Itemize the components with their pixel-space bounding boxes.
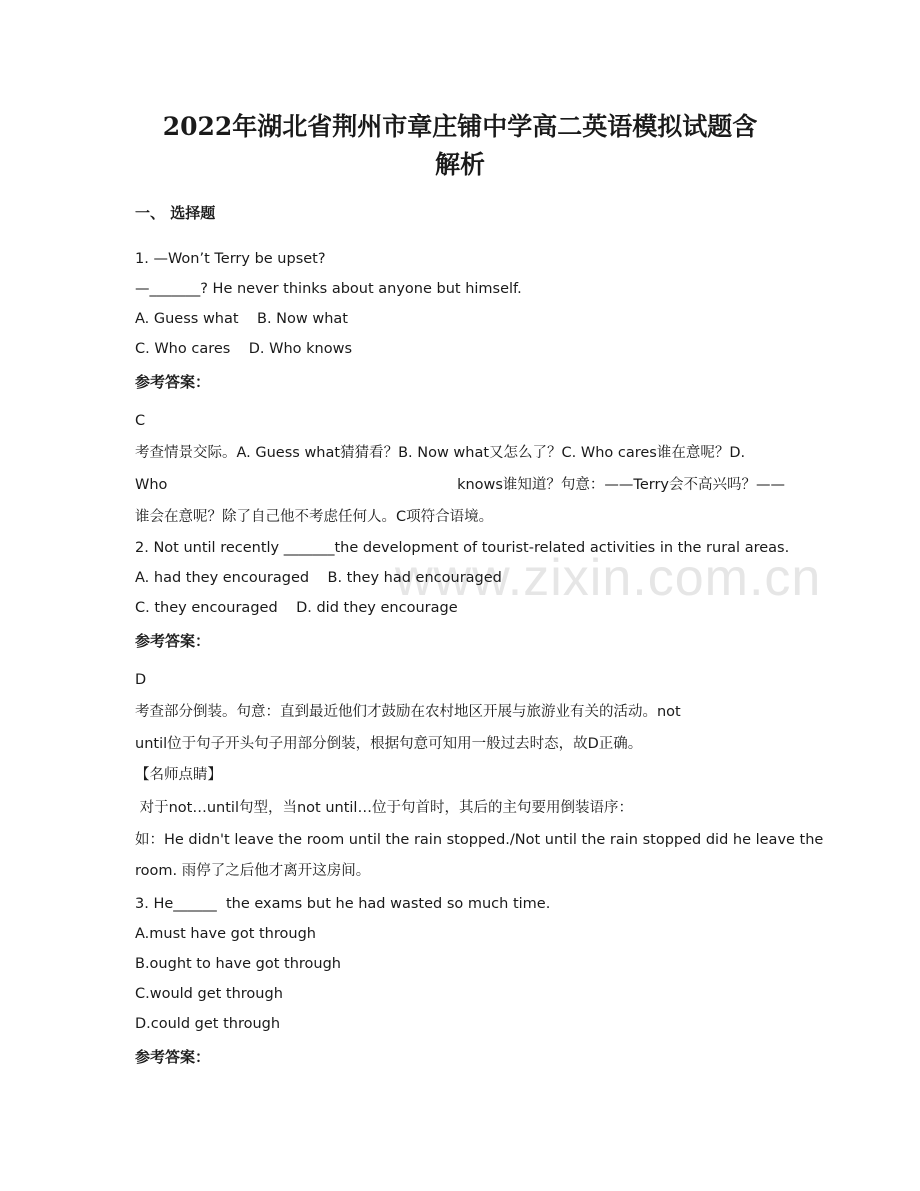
q3-option-d: D.could get through: [135, 1016, 281, 1032]
q3-answer-label: 参考答案：: [135, 1048, 211, 1066]
section-heading: 一、 选择题: [135, 204, 216, 222]
document-title: [120, 108, 800, 184]
title-line-1: 2022年湖北省荆州市章庄铺中学高二英语模拟试题含: [162, 112, 758, 141]
q1-answer-label: 参考答案：: [135, 373, 211, 391]
q1-answer: C: [135, 413, 146, 429]
q3-option-b: B.ought to have got through: [135, 956, 342, 972]
q1-options-ab: A. Guess what B. Now what: [135, 311, 348, 327]
q2-options-cd: C. they encouraged D. did they encourage: [135, 600, 458, 616]
q2-options-ab: A. had they encouraged B. they had encouraged: [135, 570, 502, 586]
q1-reply: —_______? He never thinks about anyone but himself.: [135, 281, 522, 297]
q3-stem: 3. He______ the exams but he had wasted so much time.: [135, 896, 551, 912]
q1-explanation-line-2-left: Who: [135, 477, 168, 493]
q1-explanation-line-3: 谁会在意呢？除了自己他不考虑任何人。C项符合语境。: [135, 509, 494, 525]
q1-stem: 1. —Won’t Terry be upset?: [135, 251, 326, 267]
q2-explanation-line-2: until位于句子开头句子用部分倒装，根据句意可知用一般过去时态，故D正确。: [135, 736, 643, 752]
q2-answer-label: 参考答案：: [135, 632, 211, 650]
q2-tip-line-1: 对于not…until句型，当not until…位于句首时，其后的主句要用倒装语序：: [135, 800, 633, 816]
q2-tip-line-2: 如：He didn't leave the room until the rain stopped./Not until the rain stopped did he leave the: [135, 832, 824, 848]
q2-tip-line-3: room. 雨停了之后他才离开这房间。: [135, 863, 371, 879]
q1-options-cd: C. Who cares D. Who knows: [135, 341, 353, 357]
q1-explanation-line-2: [135, 475, 785, 495]
q2-stem: 2. Not until recently _______the development of tourist-related activities in the rural areas.: [135, 540, 790, 556]
watermark: www.zixin.com.cn: [395, 549, 822, 607]
q3-option-c: C.would get through: [135, 986, 283, 1002]
title-line-2: 解析: [434, 150, 485, 179]
q2-tip-title: 【名师点睛】: [135, 767, 222, 783]
q1-explanation-line-2-right: knows谁知道？句意：——Terry会不高兴吗？——: [457, 477, 785, 493]
q2-explanation-line-1: 考查部分倒装。句意：直到最近他们才鼓励在农村地区开展与旅游业有关的活动。not: [135, 704, 681, 720]
q3-option-a: A.must have got through: [135, 926, 316, 942]
q1-explanation-line-1: 考查情景交际。A. Guess what猜猜看？B. Now what又怎么了？C. Who cares谁在意呢？D.: [135, 445, 746, 461]
q2-answer: D: [135, 672, 147, 688]
